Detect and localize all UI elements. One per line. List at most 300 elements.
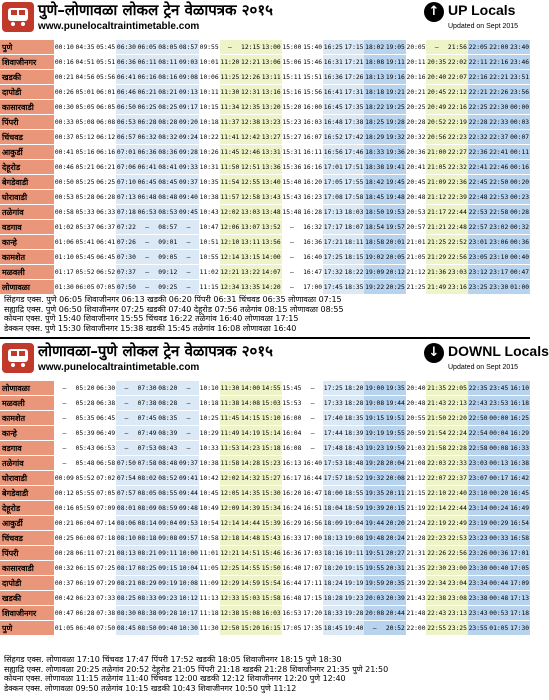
time-cell: 16:47 (302, 486, 323, 501)
time-cell: 09:01 (157, 235, 178, 250)
time-cell: 11:50 (220, 160, 241, 175)
time-cell: 20:16 (406, 70, 427, 85)
time-cell: 17:35 (302, 621, 323, 636)
time-cell: 23:14 (468, 501, 489, 516)
time-cell: 20:57 (406, 220, 427, 235)
station-name: घोरावाडी (0, 190, 54, 205)
time-cell: 13:20 (261, 100, 282, 115)
time-cell: 07:33 (95, 591, 116, 606)
time-cell: 10:22 (199, 130, 220, 145)
time-cell: 11:18 (199, 606, 220, 621)
station-name: कान्हे (0, 426, 54, 441)
time-cell: 22:19 (426, 516, 447, 531)
time-cell: 12:06 (220, 220, 241, 235)
time-cell: 16:36 (323, 70, 344, 85)
time-cell: 04:51 (75, 55, 96, 70)
time-cell: 21:09 (426, 175, 447, 190)
time-cell: 11:57 (220, 190, 241, 205)
time-cell: 15:46 (302, 55, 323, 70)
time-cell: 16:15 (261, 621, 282, 636)
time-cell: 18:20 (344, 381, 365, 396)
time-cell: 11:20 (220, 55, 241, 70)
time-cell: 07:50 (116, 456, 137, 471)
time-cell: 22:52 (447, 235, 468, 250)
time-cell: — (178, 441, 199, 456)
time-cell: 00:40 (509, 250, 530, 265)
time-cell: 16:17 (282, 471, 303, 486)
time-cell: 01:30 (54, 280, 75, 295)
time-cell: 17:00 (302, 531, 323, 546)
express-train-line: सिंहगड एक्स. लोणावळा 17:10 चिंचवड 17:47 पिंपरी 17:52 खडकी 18:05 शिवाजीनगर 18:15 पुणे 18:30 (4, 655, 342, 664)
time-cell: 15:31 (282, 145, 303, 160)
time-cell: 00:10 (54, 40, 75, 55)
time-cell: 20:49 (426, 100, 447, 115)
time-cell: 06:45 (95, 250, 116, 265)
time-cell: 07:14 (95, 516, 116, 531)
time-cell: 12:09 (220, 501, 241, 516)
time-cell: 08:25 (137, 561, 158, 576)
time-cell: 08:52 (157, 471, 178, 486)
time-cell: 21:21 (426, 220, 447, 235)
time-cell: 21:39 (406, 576, 427, 591)
time-cell: 08:05 (137, 486, 158, 501)
time-cell: 16:23 (302, 190, 323, 205)
time-cell: 06:16 (95, 145, 116, 160)
table-row (0, 265, 530, 280)
time-cell: 21:25 (406, 280, 427, 295)
time-cell: — (302, 411, 323, 426)
time-cell: 22:32 (447, 160, 468, 175)
time-cell: 09:03 (178, 55, 199, 70)
time-cell: 21:12 (426, 190, 447, 205)
time-cell: 16:13 (282, 456, 303, 471)
time-cell: 14:20 (261, 280, 282, 295)
time-cell: 12:58 (240, 190, 261, 205)
up-header (0, 0, 530, 38)
time-cell: 19:35 (385, 381, 406, 396)
time-cell: 19:23 (364, 441, 385, 456)
time-cell: 19:41 (385, 160, 406, 175)
time-cell: 19:23 (344, 591, 365, 606)
time-cell: 16:25 (509, 411, 530, 426)
time-cell: 16:28 (302, 205, 323, 220)
time-cell: 09:04 (157, 516, 178, 531)
time-cell: 19:51 (364, 546, 385, 561)
time-cell: 08:45 (116, 621, 137, 636)
time-cell: 18:04 (323, 501, 344, 516)
station-name: कामशेत (0, 250, 54, 265)
time-cell: 22:21 (468, 85, 489, 100)
time-cell: 09:08 (178, 70, 199, 85)
time-cell: 20:08 (385, 471, 406, 486)
time-cell: 21:00 (426, 145, 447, 160)
time-cell: 18:11 (344, 235, 365, 250)
time-cell: 06:12 (95, 130, 116, 145)
time-cell: — (178, 411, 199, 426)
time-cell: 09:28 (157, 606, 178, 621)
time-cell: 20:59 (406, 426, 427, 441)
time-cell: 21:48 (406, 606, 427, 621)
up-website-link[interactable]: www.punelocaltraintimetable.com (38, 21, 200, 32)
time-cell: 15:20 (240, 621, 261, 636)
time-cell: 14:08 (240, 396, 261, 411)
time-cell: 14:00 (240, 381, 261, 396)
time-cell: 12:18 (220, 531, 241, 546)
time-cell: 00:28 (509, 205, 530, 220)
time-cell: 21:24 (406, 516, 427, 531)
station-name: पुणे (0, 40, 54, 55)
time-cell: 16:03 (302, 115, 323, 130)
time-cell: 17:11 (302, 576, 323, 591)
time-cell: 19:32 (364, 471, 385, 486)
station-name: आकुर्डी (0, 145, 54, 160)
time-cell: 11:49 (220, 426, 241, 441)
time-cell: 20:35 (426, 55, 447, 70)
station-name: चिंचवड (0, 531, 54, 546)
time-cell: 23:08 (447, 591, 468, 606)
time-cell: 09:45 (178, 205, 199, 220)
time-cell: 07:58 (137, 456, 158, 471)
time-cell: 18:07 (344, 220, 365, 235)
station-name: खडकी (0, 591, 54, 606)
time-cell: 16:48 (282, 591, 303, 606)
time-cell: 00:16 (509, 160, 530, 175)
time-cell: 06:53 (95, 441, 116, 456)
time-cell: 05:37 (75, 220, 96, 235)
time-cell: 22:28 (468, 115, 489, 130)
time-cell: — (178, 396, 199, 411)
time-cell: 17:35 (344, 100, 365, 115)
time-cell: 13:22 (240, 265, 261, 280)
table-row (0, 501, 530, 516)
time-cell: 22:05 (447, 381, 468, 396)
time-cell: 05:25 (75, 175, 96, 190)
time-cell: 07:49 (137, 426, 158, 441)
time-cell: 00:09 (54, 471, 75, 486)
time-cell: 22:02 (447, 55, 468, 70)
time-cell: 07:57 (116, 486, 137, 501)
time-cell: 00:16 (54, 55, 75, 70)
time-cell: 23:10 (468, 486, 489, 501)
time-cell: 19:11 (344, 546, 365, 561)
time-cell: 16:10 (509, 381, 530, 396)
time-cell: 08:32 (157, 130, 178, 145)
time-cell: 00:53 (54, 190, 75, 205)
time-cell: 09:44 (178, 486, 199, 501)
time-cell: 17:21 (344, 55, 365, 70)
station-name: वडगाव (0, 220, 54, 235)
time-cell: 12:42 (240, 130, 261, 145)
time-cell: 08:39 (157, 426, 178, 441)
time-cell: 11:45 (220, 411, 241, 426)
train-icon (5, 347, 31, 369)
time-cell: 08:48 (157, 456, 178, 471)
time-cell: 08:28 (157, 396, 178, 411)
time-cell: 23:30 (468, 561, 489, 576)
time-cell: 10:11 (199, 85, 220, 100)
time-cell: 19:40 (344, 621, 365, 636)
station-name: दापोडी (0, 576, 54, 591)
time-cell: 17:08 (323, 190, 344, 205)
time-cell: 00:20 (488, 486, 509, 501)
up-updated-note: Updated on Sept 2015 (448, 23, 519, 30)
time-cell: 17:20 (302, 606, 323, 621)
time-cell: 18:20 (323, 561, 344, 576)
station-name: शिवाजीनगर (0, 55, 54, 70)
table-row (0, 100, 530, 115)
time-cell: 07:26 (116, 235, 137, 250)
train-logo (2, 343, 34, 373)
time-cell: 12:10 (220, 235, 241, 250)
time-cell: 20:11 (385, 486, 406, 501)
time-cell: 11:30 (220, 381, 241, 396)
station-name: मळवली (0, 265, 54, 280)
time-cell: 20:48 (406, 190, 427, 205)
time-cell: 06:30 (95, 381, 116, 396)
station-name: दापोडी (0, 85, 54, 100)
table-row (0, 40, 530, 55)
table-row (0, 561, 530, 576)
time-cell: 23:04 (447, 576, 468, 591)
time-cell: 19:32 (385, 130, 406, 145)
time-cell: 06:41 (116, 70, 137, 85)
time-cell: — (302, 396, 323, 411)
time-cell: 10:15 (199, 100, 220, 115)
time-cell: 00:11 (509, 145, 530, 160)
time-cell: 20:08 (364, 606, 385, 621)
time-cell: 17:00 (302, 280, 323, 295)
time-cell: 07:05 (95, 280, 116, 295)
time-cell: 13:07 (240, 220, 261, 235)
time-cell: 06:08 (75, 531, 96, 546)
time-cell: 19:08 (364, 396, 385, 411)
time-cell: 16:33 (282, 531, 303, 546)
time-cell: 00:17 (488, 471, 509, 486)
time-cell: 21:17 (426, 205, 447, 220)
time-cell: — (178, 250, 199, 265)
time-cell: 17:57 (323, 471, 344, 486)
time-cell: 13:27 (261, 130, 282, 145)
time-cell: — (116, 396, 137, 411)
time-cell: 16:25 (323, 40, 344, 55)
time-cell: 20:56 (426, 130, 447, 145)
time-cell: 11:54 (220, 175, 241, 190)
time-cell: 00:33 (488, 531, 509, 546)
time-cell: 08:01 (116, 501, 137, 516)
time-cell: — (137, 265, 158, 280)
up-express-list (0, 295, 530, 333)
table-row (0, 456, 530, 471)
time-cell: 08:21 (157, 85, 178, 100)
time-cell: 19:04 (344, 516, 365, 531)
time-cell: 13:56 (261, 235, 282, 250)
time-cell: 06:37 (95, 220, 116, 235)
time-cell: 00:30 (54, 100, 75, 115)
station-name: खडकी (0, 70, 54, 85)
time-cell: 22:53 (468, 205, 489, 220)
time-cell: 22:46 (488, 160, 509, 175)
time-cell: 16:56 (323, 145, 344, 160)
time-cell: 10:38 (199, 190, 220, 205)
time-cell: 08:57 (157, 220, 178, 235)
time-cell: 19:05 (385, 40, 406, 55)
time-cell: 07:06 (116, 160, 137, 175)
time-cell: 07:01 (116, 145, 137, 160)
time-cell: 11:58 (220, 456, 241, 471)
time-cell: 00:16 (54, 501, 75, 516)
time-cell: 22:56 (447, 546, 468, 561)
time-cell: 00:08 (488, 441, 509, 456)
time-cell: 18:18 (364, 85, 385, 100)
time-cell: 15:00 (282, 40, 303, 55)
time-cell: 14:28 (240, 456, 261, 471)
up-timetable (0, 40, 530, 295)
time-cell: 12:31 (240, 85, 261, 100)
time-cell: 23:45 (488, 381, 509, 396)
time-cell: 06:21 (95, 160, 116, 175)
time-cell: 00:25 (54, 531, 75, 546)
time-cell: 22:33 (488, 115, 509, 130)
time-cell: 08:53 (157, 205, 178, 220)
time-cell: 09:20 (178, 115, 199, 130)
time-cell: 09:13 (178, 85, 199, 100)
time-cell: 18:29 (364, 130, 385, 145)
time-cell: 20:04 (385, 456, 406, 471)
time-cell: 16:48 (323, 115, 344, 130)
time-cell: 06:58 (95, 456, 116, 471)
table-row (0, 471, 530, 486)
time-cell: 00:03 (509, 115, 530, 130)
table-row (0, 411, 530, 426)
time-cell: 05:01 (75, 85, 96, 100)
express-train-line: डेक्कन एक्स. पुणे 15:30 शिवाजीनगर 15:38 खडकी 15:45 तळेगांव 16:08 लोणावळा 16:40 (4, 323, 297, 333)
time-cell: 08:06 (116, 516, 137, 531)
time-cell: 15:27 (261, 471, 282, 486)
time-cell: 05:21 (75, 160, 96, 175)
time-cell: 18:55 (344, 486, 365, 501)
time-cell: 20:20 (385, 516, 406, 531)
time-cell: 08:14 (137, 516, 158, 531)
time-cell: — (54, 411, 75, 426)
down-website-link[interactable]: www.punelocaltraintimetable.com (38, 362, 200, 373)
time-cell: 17:32 (323, 265, 344, 280)
time-cell: 00:32 (509, 220, 530, 235)
time-cell: 22:26 (426, 546, 447, 561)
station-name: वडगाव (0, 441, 54, 456)
time-cell: 10:00 (178, 546, 199, 561)
time-cell: 22:28 (447, 441, 468, 456)
time-cell: 18:43 (344, 441, 365, 456)
time-cell: 07:25 (95, 561, 116, 576)
station-name: तळेगांव (0, 456, 54, 471)
up-title: पुणे–लोणावळा लोकल ट्रेन वेळापत्रक २०१५ (38, 1, 273, 19)
time-cell: 21:54 (426, 426, 447, 441)
time-cell: 15:40 (302, 40, 323, 55)
time-cell: 18:09 (323, 516, 344, 531)
time-cell: 18:39 (344, 426, 365, 441)
time-cell: 19:19 (364, 426, 385, 441)
time-cell: 13:31 (261, 145, 282, 160)
time-cell: 23:38 (468, 591, 489, 606)
time-cell: 17:05 (509, 561, 530, 576)
time-cell: 17:03 (302, 546, 323, 561)
time-cell: 20:28 (406, 115, 427, 130)
time-cell: 08:13 (116, 546, 137, 561)
time-cell: 16:42 (509, 471, 530, 486)
time-cell: 15:23 (261, 456, 282, 471)
time-cell: 09:55 (199, 40, 220, 55)
down-express-list (0, 655, 530, 693)
time-cell: 05:12 (75, 130, 96, 145)
time-cell: — (220, 40, 241, 55)
time-cell: 19:11 (385, 55, 406, 70)
time-cell: 21:43 (406, 591, 427, 606)
time-cell: 17:44 (323, 426, 344, 441)
time-cell: 14:19 (240, 426, 261, 441)
time-cell: 16:29 (509, 426, 530, 441)
time-cell: 14:55 (261, 381, 282, 396)
time-cell: — (137, 250, 158, 265)
time-cell: 06:48 (137, 190, 158, 205)
time-cell: 08:09 (137, 501, 158, 516)
time-cell: 10:08 (178, 576, 199, 591)
time-cell: 19:51 (385, 411, 406, 426)
time-cell: 00:46 (54, 160, 75, 175)
time-cell: 22:58 (488, 205, 509, 220)
time-cell: 08:25 (157, 100, 178, 115)
time-cell: 08:48 (157, 190, 178, 205)
time-cell: 06:32 (137, 130, 158, 145)
time-cell: 13:35 (240, 280, 261, 295)
time-cell: 11:30 (220, 85, 241, 100)
station-name: चिंचवड (0, 130, 54, 145)
time-cell: 17:01 (509, 546, 530, 561)
time-cell: 17:21 (323, 235, 344, 250)
time-cell: — (116, 441, 137, 456)
time-cell: 22:43 (468, 396, 489, 411)
time-cell: 21:50 (426, 411, 447, 426)
time-cell: 06:57 (116, 130, 137, 145)
time-cell: 19:15 (364, 411, 385, 426)
time-cell: 16:51 (302, 501, 323, 516)
time-cell: 16:45 (509, 486, 530, 501)
time-cell: 00:53 (488, 606, 509, 621)
express-train-line: सह्याद्रि एक्स. लोणावळा 20:25 तळेगांव 20:52 देहूरोड 21:05 पिंपरी 21:18 खडकी 21:28 शिवाजीनगर 21:35 पुणे 21:50 (4, 664, 389, 674)
time-cell: 01:17 (54, 265, 75, 280)
time-cell: 15:18 (261, 441, 282, 456)
time-cell: 08:02 (137, 471, 158, 486)
table-row (0, 606, 530, 621)
time-cell: 09:24 (178, 130, 199, 145)
time-cell: 23:17 (488, 265, 509, 280)
time-cell: 18:33 (323, 606, 344, 621)
time-cell: 05:59 (75, 501, 96, 516)
time-cell: 09:33 (178, 160, 199, 175)
time-cell: 22:36 (447, 175, 468, 190)
time-cell: — (178, 280, 199, 295)
time-cell: 19:02 (364, 250, 385, 265)
time-cell: 00:12 (54, 486, 75, 501)
time-cell: 06:53 (116, 115, 137, 130)
time-cell: 21:35 (426, 381, 447, 396)
time-cell: 08:36 (157, 145, 178, 160)
time-cell: — (426, 40, 447, 55)
time-cell: 18:38 (364, 160, 385, 175)
time-cell: 08:50 (137, 621, 158, 636)
time-cell: 15:03 (240, 591, 261, 606)
time-cell: 06:40 (75, 621, 96, 636)
time-cell: 10:25 (199, 411, 220, 426)
